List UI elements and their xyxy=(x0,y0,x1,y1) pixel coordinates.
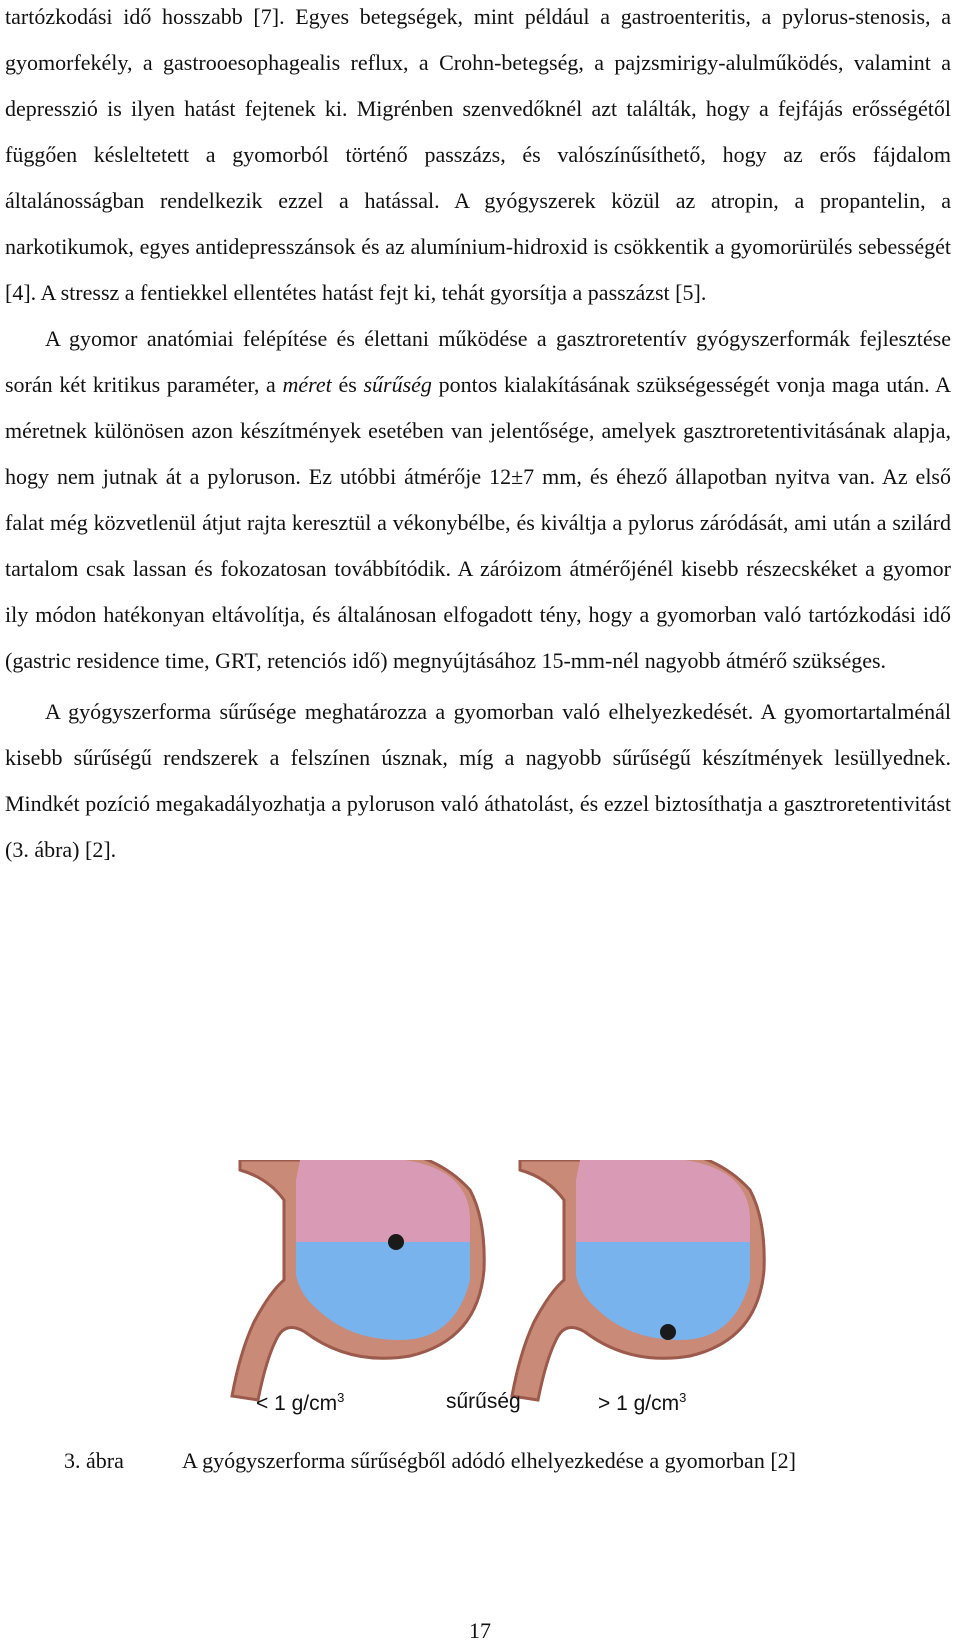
emphasis-suruseg: sűrűség xyxy=(363,372,432,397)
pellet-sunken xyxy=(660,1324,676,1340)
label-high-density xyxy=(598,1390,686,1416)
page-number: 17 xyxy=(469,1618,491,1643)
paragraph-2-part-1: A gyomor anatómiai felépítése és élettani működése a gasztroretentív gyógyszerformák fejlesztése során két kritikus paraméter, a xyxy=(5,326,951,397)
label-low-density-sup: 3 xyxy=(337,1390,345,1405)
figure-stomach-density xyxy=(0,1160,960,1420)
label-high-density-sup: 3 xyxy=(679,1390,687,1405)
paragraph-3: A gyógyszerforma sűrűsége meghatározza a gyomorban való elhelyezkedését. A gyomortartalménál kisebb sűrűségű rendszerek a felszínen úsznak, míg a nagyobb sűrűségű készítmények lesüllyednek. Mindkét pozíció megakadályozhatja a pyloruson való áthatolást, és ezzel biztosíthatja a gasztroretentivitást (3. ábra) [2]. xyxy=(5,699,951,862)
label-density: sűrűség xyxy=(446,1390,521,1413)
label-low-density xyxy=(256,1390,344,1416)
stomach-illustration xyxy=(0,1160,960,1420)
label-high-density-text: > 1 g/cm xyxy=(598,1392,680,1415)
figure-caption xyxy=(64,1448,796,1474)
caption-number: 3. ábra xyxy=(64,1448,124,1473)
caption-text: A gyógyszerforma sűrűségből adódó elhelyezkedése a gyomorban [2] xyxy=(182,1448,796,1473)
emphasis-meret: méret xyxy=(282,372,332,397)
paragraph-2-part-3: pontos kialakításának szükségességét vonja maga után. A méretnek különösen azon készítmények esetében van jelentősége, amelyek gasztroretentivitásának alapja, hogy nem jutnak át a pyloruson. Ez utóbbi átmérője 12±7 mm, és éhező állapotban nyitva van. Az első falat még közvetlenül átjut rajta keresztül a vékonybélbe, és kiváltja a pylorus záródását, ami után a szilárd tartalom csak lassan és fokozatosan továbbítódik. A záróizom átmérőjénél kisebb részecskéket a gyomor ily módon hatékonyan eltávolítja, és általánosan elfogadott tény, hogy a gyomorban való tartózkodási idő (gastric residence time, GRT, retenciós idő) megnyújtásához 15-mm-nél nagyobb átmérő szükséges. xyxy=(5,372,951,673)
stomach-left xyxy=(232,1160,484,1400)
paragraph-2 xyxy=(5,316,951,684)
body-text xyxy=(5,0,951,873)
stomach-right xyxy=(512,1160,764,1400)
paragraph-2-part-2: és xyxy=(331,372,364,397)
pellet-floating xyxy=(388,1234,404,1250)
paragraph-1: tartózkodási idő hosszabb [7]. Egyes betegségek, mint például a gastroenteritis, a pylorus-stenosis, a gyomorfekély, a gastrooesophagealis reflux, a Crohn-betegség, a pajzsmirigy-alulműködés, valamint a depresszió is ilyen hatást fejtenek ki. Migrénben szenvedőknél azt találták, hogy a fejfájás erősségétől függően késleltetett a gyomorból történő passzázs, és valószínűsíthető, hogy az erős fájdalom általánosságban rendelkezik ezzel a hatással. A gyógyszerek közül az atropin, a propantelin, a narkotikumok, egyes antidepresszánsok és az alumínium-hidroxid is csökkentik a gyomorürülés sebességét [4]. A stressz a fentiekkel ellentétes hatást fejt ki, tehát gyorsítja a passzázst [5]. xyxy=(5,4,951,305)
label-low-density-text: < 1 g/cm xyxy=(256,1392,338,1415)
